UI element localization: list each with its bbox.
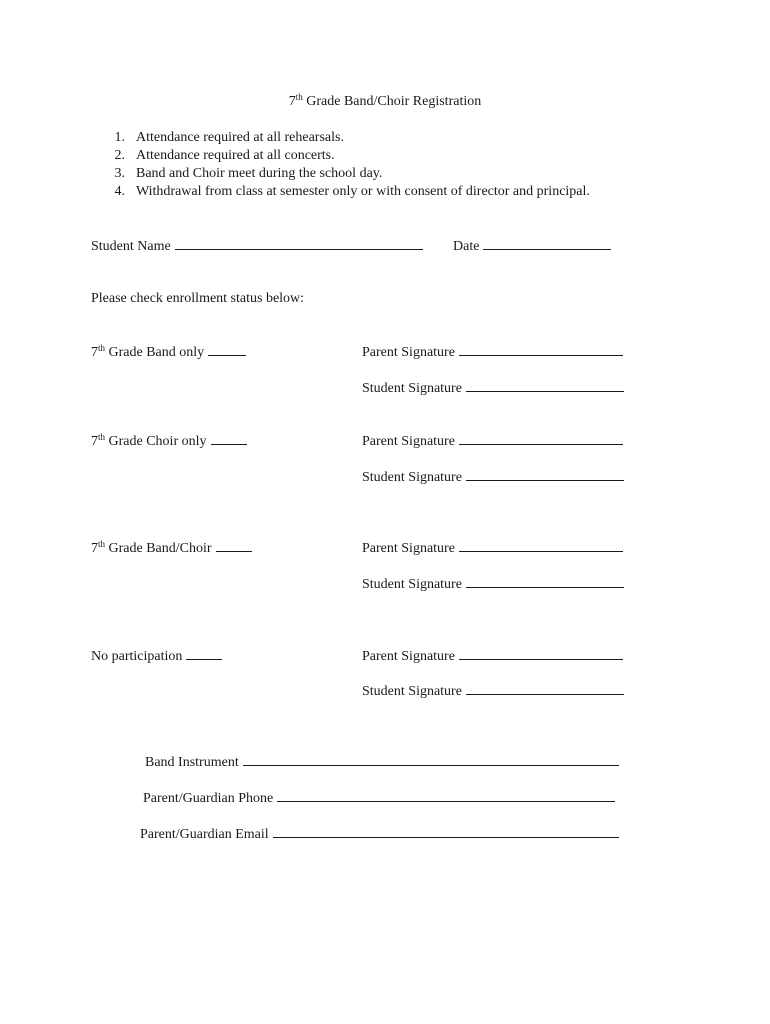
choir-only-parent-signature-field[interactable] xyxy=(459,432,623,445)
student-name-field[interactable] xyxy=(175,237,423,250)
no-participation-student-signature-field[interactable] xyxy=(466,682,624,695)
page-title xyxy=(0,93,770,110)
guardian-phone-row xyxy=(143,789,615,807)
no-participation-check-field[interactable] xyxy=(186,647,222,660)
option-no-participation xyxy=(91,647,222,665)
band-choir-check-field[interactable] xyxy=(216,539,252,552)
rule-number: 1. xyxy=(114,130,125,145)
guardian-phone-field[interactable] xyxy=(277,789,615,802)
enrollment-prompt: Please check enrollment status below: xyxy=(91,291,305,306)
parent-signature-label: Parent Signature xyxy=(362,345,455,360)
band-instrument-field[interactable] xyxy=(243,753,619,766)
band-only-student-signature-row xyxy=(362,379,624,397)
rule-number: 2. xyxy=(114,148,125,163)
parent-signature-label: Parent Signature xyxy=(362,541,455,556)
band-choir-parent-signature-field[interactable] xyxy=(459,539,623,552)
rule-text: Withdrawal from class at semester only or with consent of director and principal. xyxy=(136,184,590,199)
parent-signature-label: Parent Signature xyxy=(362,434,455,449)
option-ordinal: 7 xyxy=(91,345,98,360)
student-signature-label: Student Signature xyxy=(362,577,462,592)
guardian-email-label: Parent/Guardian Email xyxy=(140,827,269,842)
rule-number: 4. xyxy=(114,184,125,199)
rule-number: 3. xyxy=(114,166,125,181)
band-choir-student-signature-row xyxy=(362,575,624,593)
option-ordinal: 7 xyxy=(91,434,98,449)
band-choir-student-signature-field[interactable] xyxy=(466,575,624,588)
choir-only-check-field[interactable] xyxy=(211,432,247,445)
option-band-only xyxy=(91,343,246,361)
date-field[interactable] xyxy=(483,237,611,250)
guardian-email-field[interactable] xyxy=(273,825,619,838)
student-signature-label: Student Signature xyxy=(362,470,462,485)
date-label: Date xyxy=(453,239,480,254)
option-label: Grade Band/Choir xyxy=(105,541,212,556)
choir-only-student-signature-row xyxy=(362,468,624,486)
band-only-parent-signature-row xyxy=(362,343,623,361)
option-choir-only xyxy=(91,432,247,450)
rule-text: Band and Choir meet during the school day. xyxy=(136,166,383,181)
student-signature-label: Student Signature xyxy=(362,381,462,396)
band-only-check-field[interactable] xyxy=(208,343,246,356)
option-band-choir xyxy=(91,539,252,557)
no-participation-student-signature-row xyxy=(362,682,624,700)
rule-text: Attendance required at all rehearsals. xyxy=(136,130,344,145)
title-ordinal-suffix: th xyxy=(295,92,303,102)
title-ordinal: 7 xyxy=(288,94,296,109)
option-label: No participation xyxy=(91,649,183,664)
guardian-phone-label: Parent/Guardian Phone xyxy=(143,791,274,806)
student-name-label: Student Name xyxy=(91,239,171,254)
band-only-parent-signature-field[interactable] xyxy=(459,343,623,356)
date-row xyxy=(453,237,611,255)
parent-signature-label: Parent Signature xyxy=(362,649,455,664)
option-label: Grade Choir only xyxy=(105,434,207,449)
band-instrument-label: Band Instrument xyxy=(145,755,239,770)
student-name-row xyxy=(91,237,423,255)
band-choir-parent-signature-row xyxy=(362,539,623,557)
choir-only-student-signature-field[interactable] xyxy=(466,468,624,481)
band-instrument-row xyxy=(145,753,619,771)
option-ordinal-suffix: th xyxy=(98,539,106,549)
option-ordinal-suffix: th xyxy=(98,432,106,442)
student-signature-label: Student Signature xyxy=(362,684,462,699)
rule-text: Attendance required at all concerts. xyxy=(136,148,335,163)
option-ordinal: 7 xyxy=(91,541,98,556)
option-label: Grade Band only xyxy=(105,345,205,360)
no-participation-parent-signature-field[interactable] xyxy=(459,647,623,660)
guardian-email-row xyxy=(140,825,619,843)
no-participation-parent-signature-row xyxy=(362,647,623,665)
title-text: Grade Band/Choir Registration xyxy=(302,94,482,109)
option-ordinal-suffix: th xyxy=(98,343,106,353)
band-only-student-signature-field[interactable] xyxy=(466,379,624,392)
choir-only-parent-signature-row xyxy=(362,432,623,450)
